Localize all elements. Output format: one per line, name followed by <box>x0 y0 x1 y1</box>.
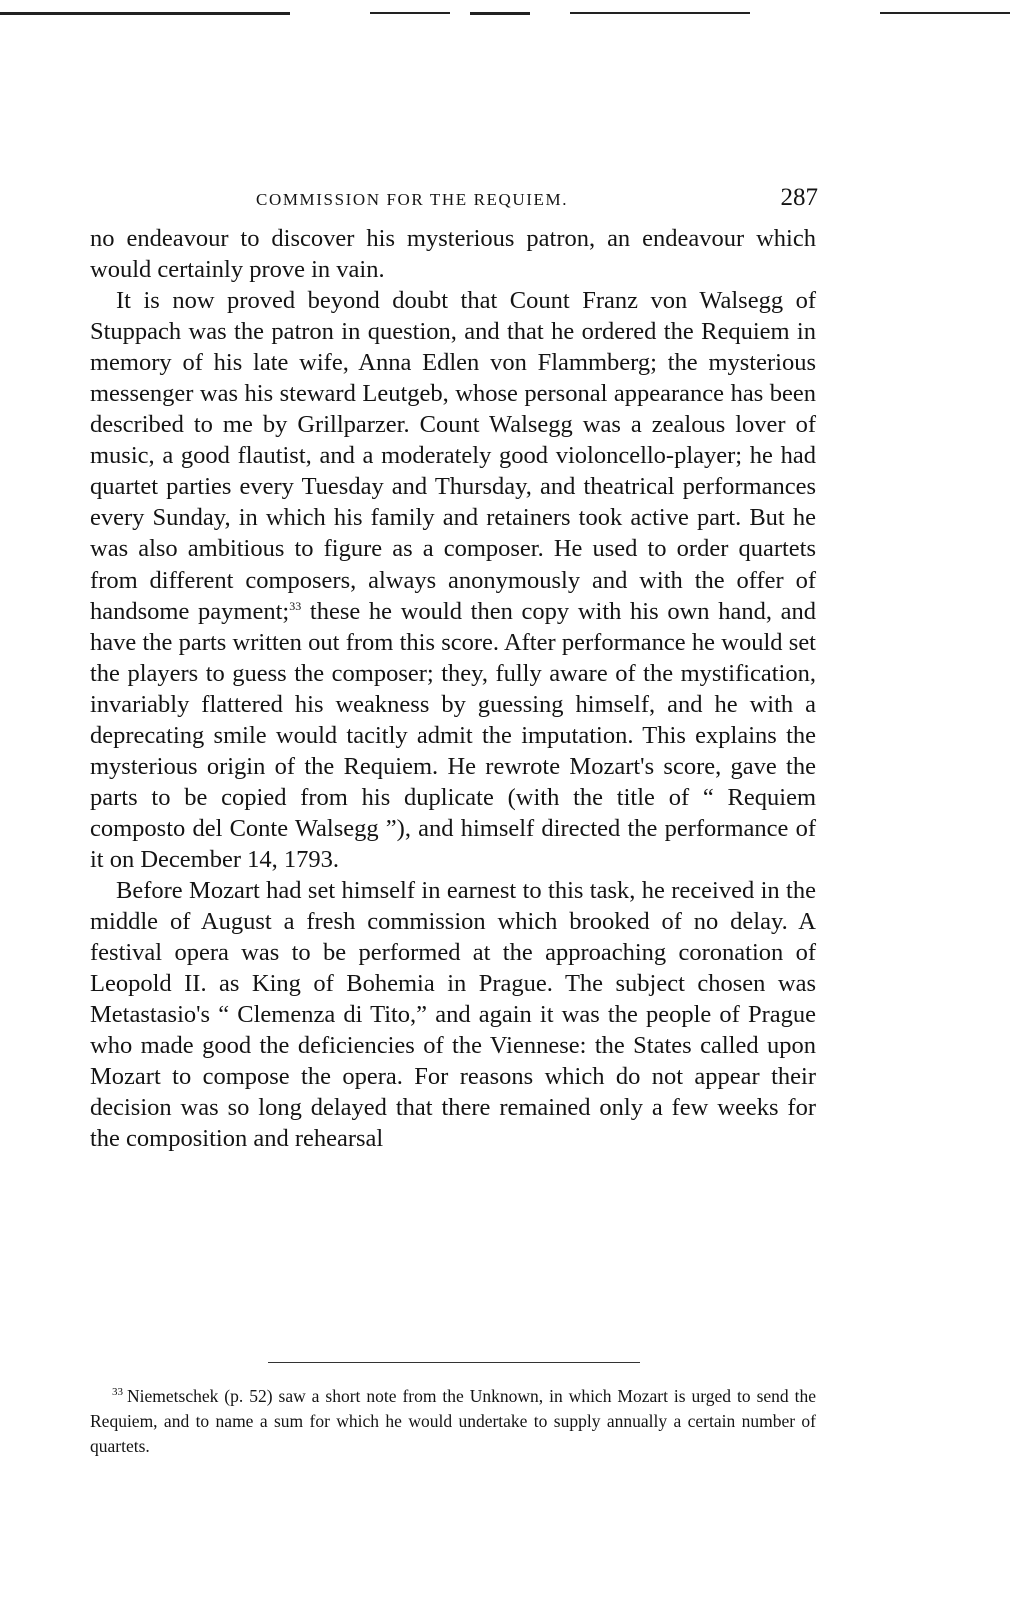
scan-artifact <box>880 12 1010 14</box>
scan-artifact <box>570 12 750 14</box>
scan-artifact <box>370 12 450 14</box>
paragraph: no endeavour to discover his mysterious patron, an endeavour which would certainly prove in vain. <box>90 225 816 284</box>
scan-artifact <box>470 12 530 15</box>
scan-artifact <box>0 12 290 15</box>
running-title: COMMISSION FOR THE REQUIEM. <box>256 190 569 209</box>
paragraph: Before Mozart had set himself in earnest to this task, he received in the middle of August a fresh commission which brooked of no delay. A festival opera was to be performed at the approaching coronation of Leopold II. as King of Bohemia in Prague. The subject chosen was Metastasio's “ Clemenza di Tito,” and again it was the people of Prague who made good the deficiencies of the Viennese: the States called upon Mozart to compose the opera. For reasons which do not appear their decision was so long delayed that there remained only a few weeks for the composition and rehearsal <box>90 876 816 1153</box>
body-text <box>90 223 816 1154</box>
footnote-reference: 33 <box>289 598 302 613</box>
paragraph-text: these he would then copy with his own hand, and have the parts written out from this score. After performance he would set the players to guess the composer; they, fully aware of the mystification, invariably flattered his weakness by guessing himself, and he with a deprecating smile would tacitly admit the imputation. This explains the mysterious origin of the Requiem. He rewrote Mozart's score, gave the parts to be copied from his duplicate (with the title of “ Requiem composto del Conte Walsegg ”), and himself directed the performance of it on December 14, 1793. <box>90 597 817 873</box>
footnote-text: Niemetschek (p. 52) saw a short note from the Unknown, in which Mozart is urged to send the Requiem, and to name a sum for which he would undertake to supply annually a certain number of quartets. <box>90 1386 816 1456</box>
paragraph <box>90 285 816 875</box>
footnote-divider <box>268 1362 640 1363</box>
running-head <box>90 182 820 216</box>
paragraph-text: It is now proved beyond doubt that Count Franz von Walsegg of Stuppach was the patron in question, and that he ordered the Requiem in memory of his late wife, Anna Edlen von Flammberg; the mysterious messenger was his steward Leutgeb, whose personal appearance has been described to me by Grillparzer. Count Walsegg was a zealous lover of music, a good flautist, and a moderately good violoncello-player; he had quartet parties every Tuesday and Thursday, and theatrical performances every Sunday, in which his family and retainers took active part. But he was also ambitious to figure as a composer. He used to order quartets from different composers, always anonymously and with the offer of handsome payment; <box>90 287 816 625</box>
page-number: 287 <box>780 184 818 211</box>
footnote-number: 33 <box>112 1386 123 1399</box>
footnote <box>90 1384 816 1459</box>
